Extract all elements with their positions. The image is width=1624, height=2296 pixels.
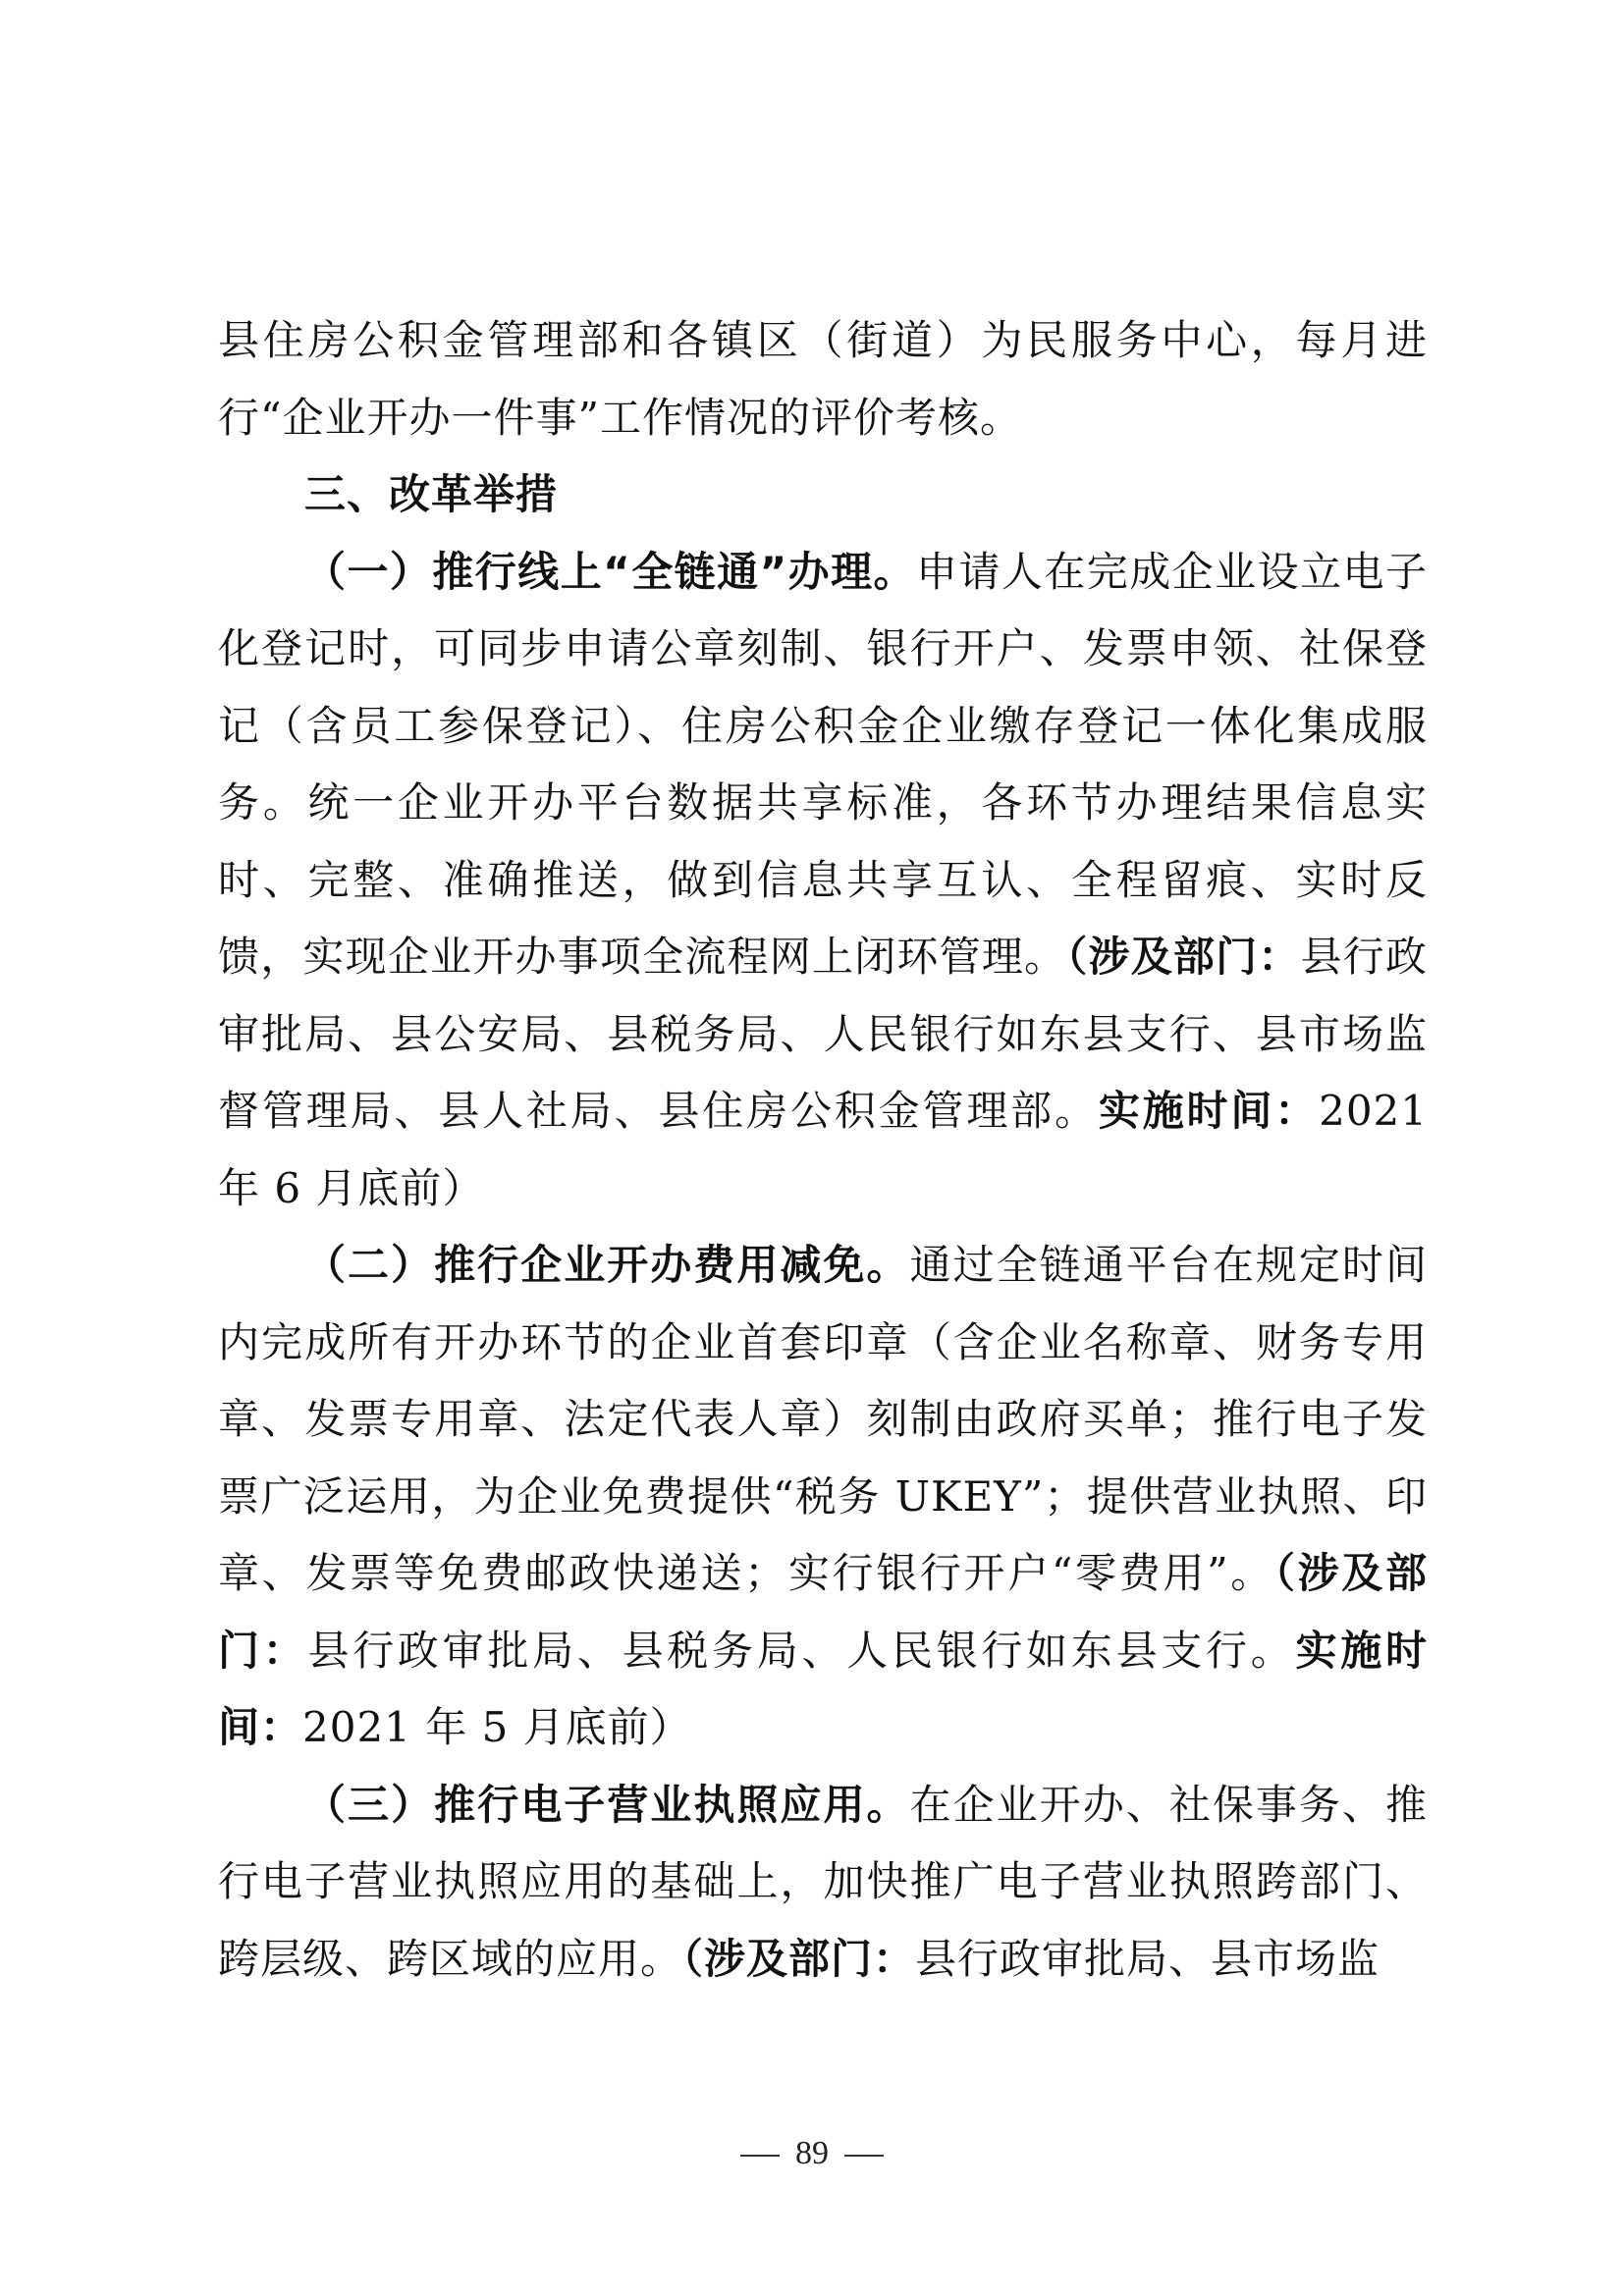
section-heading: 三、改革举措 <box>304 470 559 518</box>
footer-dash-left <box>740 2155 780 2157</box>
time-text: 2021 年 6 月底前） <box>218 1087 1428 1212</box>
item-paragraph-2 <box>218 1227 1428 1767</box>
dept-text: 县行政审批局、县税务局、人民银行如东县支行。 <box>307 1626 1296 1675</box>
item-title: （三）推行电子营业执照应用。 <box>304 1780 910 1829</box>
intro-paragraph <box>218 302 1428 456</box>
dept-label: （涉及部门： <box>1066 933 1301 981</box>
dept-label: （涉及部门： <box>218 1549 1428 1675</box>
dept-text: 县行政审批局、县公安局、县税务局、人民银行如东县支行、县市场监督管理局、县人社局、县住房公积金管理部。 <box>218 933 1428 1135</box>
item-title: （一）推行线上“全链通”办理。 <box>304 547 916 596</box>
item-paragraph-3 <box>218 1767 1428 1999</box>
time-label: 实施时间： <box>218 1626 1428 1751</box>
item-title: （二）推行企业开办费用减免。 <box>304 1241 910 1289</box>
intro-text: 县住房公积金管理部和各镇区（街道）为民服务中心，每月进行“企业开办一件事”工作情况的评价考核。 <box>218 316 1428 442</box>
page-footer <box>0 2135 1624 2172</box>
item-body: 通过全链通平台在规定时间内完成所有开办环节的企业首套印章（含企业名称章、财务专用章、发票专用章、法定代表人章）刻制由政府买单；推行电子发票广泛运用，为企业免费提供“税务 UKEY”；提供营业执照、印章、发票等免费邮政快递送；实行银行开户“零费用”。 <box>218 1241 1428 1597</box>
page-number: 89 <box>795 2135 829 2171</box>
dept-label: （涉及部门： <box>682 1934 916 1983</box>
document-page <box>218 302 1428 1998</box>
time-label: 实施时间： <box>1098 1087 1320 1135</box>
item-body: 申请人在完成企业设立电子化登记时，可同步申请公章刻制、银行开户、发票申领、社保登记（含员工参保登记）、住房公积金企业缴存登记一体化集成服务。统一企业开办平台数据共享标准，各环节办理结果信息实时、完整、准确推送，做到信息共享互认、全程留痕、实时反馈，实现企业开办事项全流程网上闭环管理。 <box>218 547 1428 981</box>
time-text: 2021 年 5 月底前） <box>302 1703 692 1751</box>
dept-text: 县行政审批局、县市场监 <box>915 1934 1380 1983</box>
item-body: 在企业开办、社保事务、推行电子营业执照应用的基础上，加快推广电子营业执照跨部门、跨层级、跨区域的应用。 <box>218 1780 1428 1983</box>
footer-dash-right <box>844 2155 884 2157</box>
item-paragraph-1 <box>218 534 1428 1228</box>
